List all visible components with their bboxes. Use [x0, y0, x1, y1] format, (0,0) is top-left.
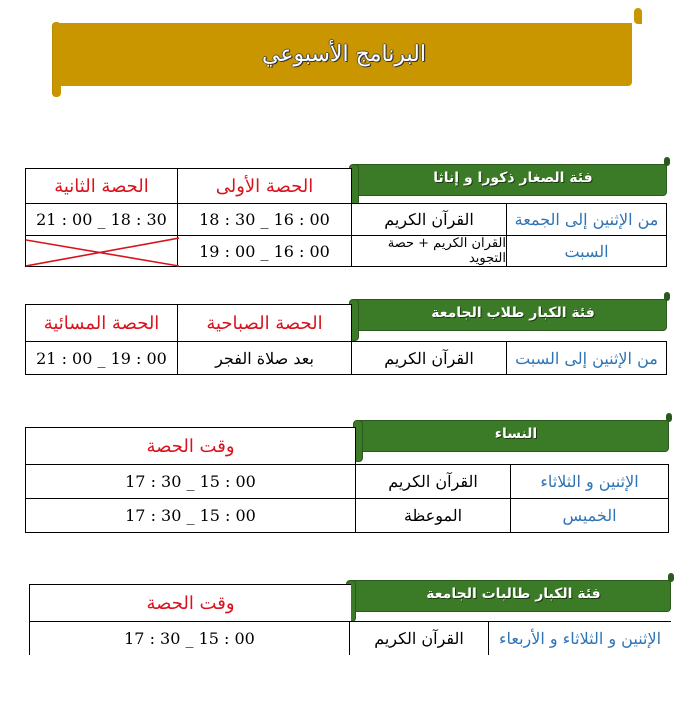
section-heading-banner	[353, 418, 669, 456]
session-time: 17 : 30 _ 15 : 00	[25, 464, 356, 499]
section-heading: فئة الكبار طلاب الجامعة	[431, 305, 595, 321]
session-time: 17 : 30 _ 15 : 00	[29, 621, 350, 655]
subject-cell: القرآن الكريم	[349, 621, 489, 655]
section-heading: فئة الكبار طالبات الجامعة	[426, 586, 601, 602]
subject-cell: القرآن الكريم	[355, 464, 511, 499]
column-header-second-session: الحصة الثانية	[25, 168, 178, 204]
days-cell: السبت	[506, 235, 667, 267]
column-header-session-time: وقت الحصة	[25, 427, 356, 465]
first-session-time: 19 : 00 _ 16 : 00	[177, 235, 352, 267]
subject-cell: القران الكريم + حصة التجويد	[351, 235, 507, 267]
column-header-evening-session: الحصة المسائية	[25, 304, 178, 342]
session-time: 17 : 30 _ 15 : 00	[25, 498, 356, 533]
days-cell: الإثنين و الثلاثاء	[510, 464, 669, 499]
cross-out-icon	[26, 236, 179, 268]
section-heading: فئة الصغار ذكورا و إناثا	[433, 170, 593, 186]
section-heading-banner	[349, 162, 667, 200]
subject-cell: الموعظة	[355, 498, 511, 533]
morning-session-time: بعد صلاة الفجر	[177, 341, 352, 375]
days-cell: من الإثنين إلى السبت	[506, 341, 667, 375]
column-header-morning-session: الحصة الصباحية	[177, 304, 352, 342]
page-title: البرنامج الأسبوعي	[262, 42, 426, 67]
title-banner	[52, 22, 636, 92]
second-session-empty-cell	[25, 235, 178, 267]
column-header-session-time: وقت الحصة	[29, 584, 351, 622]
scroll-curl-decoration	[634, 8, 642, 24]
section-heading: النساء	[494, 426, 538, 442]
days-cell: الخميس	[510, 498, 669, 533]
section-heading-banner	[349, 297, 667, 335]
second-session-time: 21 : 00 _ 18 : 30	[25, 203, 178, 236]
column-header-first-session: الحصة الأولى	[177, 168, 352, 204]
days-cell: من الإثنين إلى الجمعة	[506, 203, 667, 236]
subject-cell: القرآن الكريم	[351, 341, 507, 375]
days-cell: الإثنين و الثلاثاء و الأربعاء	[488, 621, 671, 655]
evening-session-time: 21 : 00 _ 19 : 00	[25, 341, 178, 375]
first-session-time: 18 : 30 _ 16 : 00	[177, 203, 352, 236]
subject-cell: القرآن الكريم	[351, 203, 507, 236]
